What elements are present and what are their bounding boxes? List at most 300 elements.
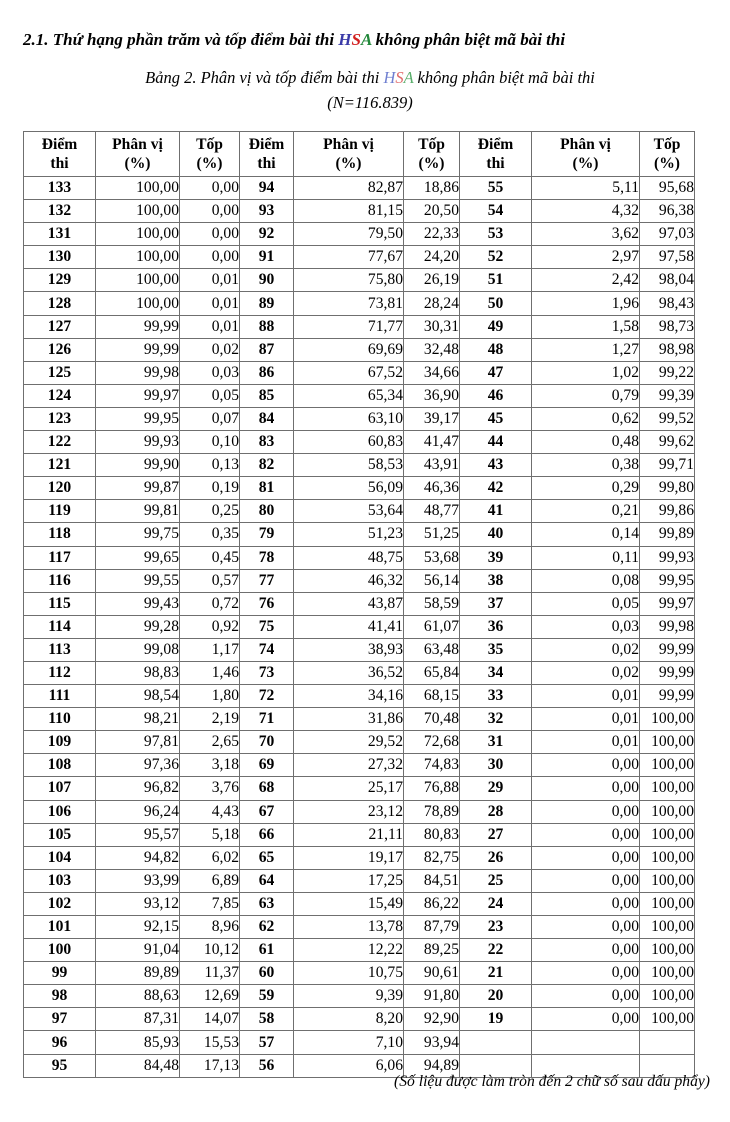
cell-percentile: 0,11 bbox=[532, 546, 640, 569]
header-score: Điểm thi bbox=[460, 132, 532, 177]
cell-percentile: 0,01 bbox=[532, 708, 640, 731]
cell-percentile: 4,32 bbox=[532, 200, 640, 223]
table-row bbox=[24, 546, 695, 569]
cell-percentile: 75,80 bbox=[294, 269, 404, 292]
cell-percentile: 100,00 bbox=[96, 246, 180, 269]
cell-score: 36 bbox=[460, 615, 532, 638]
cell-score: 93 bbox=[240, 200, 294, 223]
cell-percentile: 97,36 bbox=[96, 754, 180, 777]
table-row bbox=[24, 916, 695, 939]
cell-percentile: 99,08 bbox=[96, 638, 180, 661]
cell-top: 2,19 bbox=[180, 708, 240, 731]
cell-score: 90 bbox=[240, 269, 294, 292]
cell-percentile: 31,86 bbox=[294, 708, 404, 731]
cell-top: 4,43 bbox=[180, 800, 240, 823]
header-percentile: Phân vị (%) bbox=[294, 132, 404, 177]
table-row bbox=[24, 754, 695, 777]
cell-top: 100,00 bbox=[640, 823, 695, 846]
cell-top: 0,01 bbox=[180, 269, 240, 292]
cell-top: 99,99 bbox=[640, 638, 695, 661]
cell-percentile: 65,34 bbox=[294, 384, 404, 407]
cell-top: 87,79 bbox=[404, 916, 460, 939]
cell-top: 1,17 bbox=[180, 638, 240, 661]
cell-percentile: 88,63 bbox=[96, 985, 180, 1008]
cell-score: 53 bbox=[460, 223, 532, 246]
cell-percentile: 0,00 bbox=[532, 800, 640, 823]
cell-top: 100,00 bbox=[640, 754, 695, 777]
table-row bbox=[24, 777, 695, 800]
cell-top: 36,90 bbox=[404, 384, 460, 407]
cell-top: 3,18 bbox=[180, 754, 240, 777]
cell-score: 73 bbox=[240, 661, 294, 684]
table-caption: Bảng 2. Phân vị và tốp điểm bài thi HSA không phân biệt mã bài thi bbox=[145, 68, 595, 87]
cell-percentile: 97,81 bbox=[96, 731, 180, 754]
cell-top: 30,31 bbox=[404, 315, 460, 338]
cell-percentile: 0,29 bbox=[532, 477, 640, 500]
cell-score: 119 bbox=[24, 500, 96, 523]
header-top: Tốp (%) bbox=[640, 132, 695, 177]
cell-top: 99,98 bbox=[640, 615, 695, 638]
cell-percentile: 36,52 bbox=[294, 661, 404, 684]
cell-score: 88 bbox=[240, 315, 294, 338]
cell-percentile: 19,17 bbox=[294, 846, 404, 869]
cell-percentile: 10,75 bbox=[294, 962, 404, 985]
cell-percentile: 96,82 bbox=[96, 777, 180, 800]
empty-cell bbox=[460, 1031, 532, 1054]
cell-top: 0,72 bbox=[180, 592, 240, 615]
cell-percentile: 0,02 bbox=[532, 661, 640, 684]
cell-percentile: 99,90 bbox=[96, 454, 180, 477]
cell-score: 40 bbox=[460, 523, 532, 546]
cell-score: 60 bbox=[240, 962, 294, 985]
percentile-table bbox=[23, 131, 695, 1078]
cell-score: 116 bbox=[24, 569, 96, 592]
cell-score: 27 bbox=[460, 823, 532, 846]
cell-top: 99,99 bbox=[640, 685, 695, 708]
cell-top: 3,76 bbox=[180, 777, 240, 800]
cell-percentile: 1,27 bbox=[532, 338, 640, 361]
cell-percentile: 85,93 bbox=[96, 1031, 180, 1054]
table-row bbox=[24, 569, 695, 592]
cell-percentile: 71,77 bbox=[294, 315, 404, 338]
cell-score: 108 bbox=[24, 754, 96, 777]
cell-top: 99,95 bbox=[640, 569, 695, 592]
cell-score: 79 bbox=[240, 523, 294, 546]
table-row bbox=[24, 223, 695, 246]
sample-size: (N=116.839) bbox=[327, 93, 413, 112]
cell-score: 52 bbox=[460, 246, 532, 269]
cell-percentile: 3,62 bbox=[532, 223, 640, 246]
cell-top: 99,80 bbox=[640, 477, 695, 500]
cell-score: 69 bbox=[240, 754, 294, 777]
cell-percentile: 27,32 bbox=[294, 754, 404, 777]
cell-top: 0,92 bbox=[180, 615, 240, 638]
cell-score: 30 bbox=[460, 754, 532, 777]
cell-score: 122 bbox=[24, 431, 96, 454]
cell-score: 23 bbox=[460, 916, 532, 939]
cell-top: 99,89 bbox=[640, 523, 695, 546]
cell-percentile: 0,01 bbox=[532, 731, 640, 754]
cell-top: 0,00 bbox=[180, 223, 240, 246]
table-row bbox=[24, 1031, 695, 1054]
table-row bbox=[24, 685, 695, 708]
cell-percentile: 91,04 bbox=[96, 939, 180, 962]
cell-top: 6,89 bbox=[180, 869, 240, 892]
cell-score: 126 bbox=[24, 338, 96, 361]
cell-percentile: 99,99 bbox=[96, 338, 180, 361]
cell-percentile: 0,03 bbox=[532, 615, 640, 638]
table-row bbox=[24, 869, 695, 892]
cell-top: 58,59 bbox=[404, 592, 460, 615]
cell-percentile: 0,79 bbox=[532, 384, 640, 407]
cell-percentile: 67,52 bbox=[294, 361, 404, 384]
cell-percentile: 0,00 bbox=[532, 869, 640, 892]
cell-top: 0,00 bbox=[180, 177, 240, 200]
cell-percentile: 1,96 bbox=[532, 292, 640, 315]
cell-percentile: 23,12 bbox=[294, 800, 404, 823]
cell-score: 66 bbox=[240, 823, 294, 846]
header-score: Điểm thi bbox=[240, 132, 294, 177]
cell-percentile: 99,95 bbox=[96, 407, 180, 430]
cell-score: 22 bbox=[460, 939, 532, 962]
cell-score: 121 bbox=[24, 454, 96, 477]
cell-score: 96 bbox=[24, 1031, 96, 1054]
table-row bbox=[24, 615, 695, 638]
cell-score: 35 bbox=[460, 638, 532, 661]
cell-top: 97,03 bbox=[640, 223, 695, 246]
cell-percentile: 99,55 bbox=[96, 569, 180, 592]
cell-top: 1,46 bbox=[180, 661, 240, 684]
cell-percentile: 99,28 bbox=[96, 615, 180, 638]
cell-score: 50 bbox=[460, 292, 532, 315]
cell-top: 84,51 bbox=[404, 869, 460, 892]
cell-top: 92,90 bbox=[404, 1008, 460, 1031]
cell-score: 129 bbox=[24, 269, 96, 292]
cell-top: 100,00 bbox=[640, 916, 695, 939]
header-top: Tốp (%) bbox=[180, 132, 240, 177]
cell-score: 47 bbox=[460, 361, 532, 384]
table-row bbox=[24, 407, 695, 430]
cell-percentile: 2,97 bbox=[532, 246, 640, 269]
cell-top: 10,12 bbox=[180, 939, 240, 962]
cell-percentile: 96,24 bbox=[96, 800, 180, 823]
cell-score: 92 bbox=[240, 223, 294, 246]
cell-score: 84 bbox=[240, 407, 294, 430]
cell-score: 21 bbox=[460, 962, 532, 985]
cell-score: 34 bbox=[460, 661, 532, 684]
cell-top: 74,83 bbox=[404, 754, 460, 777]
cell-percentile: 41,41 bbox=[294, 615, 404, 638]
cell-top: 0,35 bbox=[180, 523, 240, 546]
cell-percentile: 0,00 bbox=[532, 754, 640, 777]
cell-score: 80 bbox=[240, 500, 294, 523]
cell-top: 22,33 bbox=[404, 223, 460, 246]
cell-percentile: 99,93 bbox=[96, 431, 180, 454]
cell-percentile: 1,58 bbox=[532, 315, 640, 338]
cell-percentile: 29,52 bbox=[294, 731, 404, 754]
cell-top: 95,68 bbox=[640, 177, 695, 200]
table-row bbox=[24, 846, 695, 869]
cell-score: 39 bbox=[460, 546, 532, 569]
cell-top: 41,47 bbox=[404, 431, 460, 454]
cell-top: 24,20 bbox=[404, 246, 460, 269]
cell-percentile: 0,14 bbox=[532, 523, 640, 546]
cell-percentile: 0,00 bbox=[532, 777, 640, 800]
cell-percentile: 99,75 bbox=[96, 523, 180, 546]
cell-score: 107 bbox=[24, 777, 96, 800]
cell-score: 133 bbox=[24, 177, 96, 200]
cell-top: 99,99 bbox=[640, 661, 695, 684]
rounding-note: (Số liệu được làm tròn đến 2 chữ số sau dấu phẩy) bbox=[394, 1073, 710, 1090]
cell-percentile: 7,10 bbox=[294, 1031, 404, 1054]
table-row bbox=[24, 384, 695, 407]
cell-percentile: 38,93 bbox=[294, 638, 404, 661]
cell-top: 78,89 bbox=[404, 800, 460, 823]
table-row bbox=[24, 431, 695, 454]
cell-percentile: 100,00 bbox=[96, 200, 180, 223]
cell-percentile: 51,23 bbox=[294, 523, 404, 546]
cell-top: 99,86 bbox=[640, 500, 695, 523]
cell-score: 120 bbox=[24, 477, 96, 500]
table-row bbox=[24, 477, 695, 500]
cell-score: 57 bbox=[240, 1031, 294, 1054]
section-heading: 2.1. Thứ hạng phần trăm và tốp điểm bài thi HSA không phân biệt mã bài thi bbox=[23, 30, 566, 49]
cell-percentile: 0,00 bbox=[532, 916, 640, 939]
cell-score: 32 bbox=[460, 708, 532, 731]
cell-percentile: 98,21 bbox=[96, 708, 180, 731]
cell-score: 101 bbox=[24, 916, 96, 939]
cell-score: 130 bbox=[24, 246, 96, 269]
table-row bbox=[24, 361, 695, 384]
cell-score: 31 bbox=[460, 731, 532, 754]
cell-percentile: 5,11 bbox=[532, 177, 640, 200]
cell-score: 110 bbox=[24, 708, 96, 731]
cell-top: 0,13 bbox=[180, 454, 240, 477]
cell-top: 14,07 bbox=[180, 1008, 240, 1031]
cell-score: 127 bbox=[24, 315, 96, 338]
cell-score: 70 bbox=[240, 731, 294, 754]
cell-percentile: 15,49 bbox=[294, 892, 404, 915]
cell-top: 90,61 bbox=[404, 962, 460, 985]
cell-score: 51 bbox=[460, 269, 532, 292]
cell-score: 85 bbox=[240, 384, 294, 407]
cell-top: 82,75 bbox=[404, 846, 460, 869]
cell-percentile: 0,00 bbox=[532, 962, 640, 985]
cell-top: 0,07 bbox=[180, 407, 240, 430]
table-row bbox=[24, 823, 695, 846]
table-row bbox=[24, 800, 695, 823]
cell-percentile: 56,09 bbox=[294, 477, 404, 500]
cell-top: 51,25 bbox=[404, 523, 460, 546]
cell-top: 0,03 bbox=[180, 361, 240, 384]
cell-score: 78 bbox=[240, 546, 294, 569]
cell-percentile: 0,00 bbox=[532, 939, 640, 962]
cell-top: 53,68 bbox=[404, 546, 460, 569]
cell-percentile: 48,75 bbox=[294, 546, 404, 569]
cell-score: 24 bbox=[460, 892, 532, 915]
cell-percentile: 99,65 bbox=[96, 546, 180, 569]
cell-score: 132 bbox=[24, 200, 96, 223]
cell-top: 18,86 bbox=[404, 177, 460, 200]
cell-percentile: 0,01 bbox=[532, 685, 640, 708]
cell-percentile: 84,48 bbox=[96, 1054, 180, 1077]
cell-top: 80,83 bbox=[404, 823, 460, 846]
cell-top: 91,80 bbox=[404, 985, 460, 1008]
cell-score: 128 bbox=[24, 292, 96, 315]
cell-percentile: 12,22 bbox=[294, 939, 404, 962]
cell-top: 0,01 bbox=[180, 292, 240, 315]
cell-score: 29 bbox=[460, 777, 532, 800]
table-row bbox=[24, 731, 695, 754]
cell-top: 20,50 bbox=[404, 200, 460, 223]
cell-score: 62 bbox=[240, 916, 294, 939]
table-row bbox=[24, 246, 695, 269]
cell-top: 17,13 bbox=[180, 1054, 240, 1077]
cell-score: 42 bbox=[460, 477, 532, 500]
cell-percentile: 6,06 bbox=[294, 1054, 404, 1077]
cell-top: 98,43 bbox=[640, 292, 695, 315]
cell-score: 33 bbox=[460, 685, 532, 708]
table-row bbox=[24, 292, 695, 315]
table-row bbox=[24, 338, 695, 361]
cell-score: 81 bbox=[240, 477, 294, 500]
cell-score: 113 bbox=[24, 638, 96, 661]
cell-top: 96,38 bbox=[640, 200, 695, 223]
cell-percentile: 93,12 bbox=[96, 892, 180, 915]
cell-percentile: 99,99 bbox=[96, 315, 180, 338]
cell-top: 100,00 bbox=[640, 939, 695, 962]
cell-top: 26,19 bbox=[404, 269, 460, 292]
cell-score: 65 bbox=[240, 846, 294, 869]
table-row bbox=[24, 269, 695, 292]
cell-score: 118 bbox=[24, 523, 96, 546]
cell-score: 87 bbox=[240, 338, 294, 361]
cell-score: 25 bbox=[460, 869, 532, 892]
cell-score: 28 bbox=[460, 800, 532, 823]
cell-top: 99,71 bbox=[640, 454, 695, 477]
cell-percentile: 69,69 bbox=[294, 338, 404, 361]
table-row bbox=[24, 177, 695, 200]
cell-score: 124 bbox=[24, 384, 96, 407]
cell-percentile: 92,15 bbox=[96, 916, 180, 939]
cell-score: 114 bbox=[24, 615, 96, 638]
cell-percentile: 25,17 bbox=[294, 777, 404, 800]
cell-score: 45 bbox=[460, 407, 532, 430]
cell-score: 49 bbox=[460, 315, 532, 338]
cell-top: 100,00 bbox=[640, 985, 695, 1008]
header-percentile: Phân vị (%) bbox=[532, 132, 640, 177]
cell-top: 46,36 bbox=[404, 477, 460, 500]
cell-top: 11,37 bbox=[180, 962, 240, 985]
cell-score: 95 bbox=[24, 1054, 96, 1077]
cell-percentile: 58,53 bbox=[294, 454, 404, 477]
cell-percentile: 0,62 bbox=[532, 407, 640, 430]
cell-score: 115 bbox=[24, 592, 96, 615]
cell-score: 43 bbox=[460, 454, 532, 477]
cell-top: 0,01 bbox=[180, 315, 240, 338]
cell-top: 61,07 bbox=[404, 615, 460, 638]
cell-top: 100,00 bbox=[640, 731, 695, 754]
cell-percentile: 79,50 bbox=[294, 223, 404, 246]
table-row bbox=[24, 892, 695, 915]
cell-score: 105 bbox=[24, 823, 96, 846]
cell-top: 28,24 bbox=[404, 292, 460, 315]
table-row bbox=[24, 592, 695, 615]
cell-score: 71 bbox=[240, 708, 294, 731]
cell-score: 72 bbox=[240, 685, 294, 708]
table-row bbox=[24, 315, 695, 338]
cell-percentile: 1,02 bbox=[532, 361, 640, 384]
cell-score: 38 bbox=[460, 569, 532, 592]
cell-score: 61 bbox=[240, 939, 294, 962]
cell-percentile: 34,16 bbox=[294, 685, 404, 708]
cell-score: 100 bbox=[24, 939, 96, 962]
cell-percentile: 0,08 bbox=[532, 569, 640, 592]
cell-top: 0,00 bbox=[180, 246, 240, 269]
cell-top: 100,00 bbox=[640, 846, 695, 869]
cell-score: 26 bbox=[460, 846, 532, 869]
cell-top: 70,48 bbox=[404, 708, 460, 731]
cell-score: 99 bbox=[24, 962, 96, 985]
cell-top: 99,62 bbox=[640, 431, 695, 454]
cell-score: 109 bbox=[24, 731, 96, 754]
cell-score: 125 bbox=[24, 361, 96, 384]
cell-top: 0,10 bbox=[180, 431, 240, 454]
cell-top: 65,84 bbox=[404, 661, 460, 684]
cell-score: 91 bbox=[240, 246, 294, 269]
cell-top: 68,15 bbox=[404, 685, 460, 708]
cell-score: 89 bbox=[240, 292, 294, 315]
cell-score: 82 bbox=[240, 454, 294, 477]
header-percentile: Phân vị (%) bbox=[96, 132, 180, 177]
cell-score: 48 bbox=[460, 338, 532, 361]
table-row bbox=[24, 454, 695, 477]
cell-score: 77 bbox=[240, 569, 294, 592]
cell-top: 98,04 bbox=[640, 269, 695, 292]
cell-top: 0,57 bbox=[180, 569, 240, 592]
header-row bbox=[24, 132, 695, 177]
cell-top: 0,02 bbox=[180, 338, 240, 361]
cell-top: 43,91 bbox=[404, 454, 460, 477]
cell-percentile: 0,00 bbox=[532, 1008, 640, 1031]
cell-top: 0,00 bbox=[180, 200, 240, 223]
cell-score: 58 bbox=[240, 1008, 294, 1031]
cell-top: 98,98 bbox=[640, 338, 695, 361]
cell-top: 6,02 bbox=[180, 846, 240, 869]
cell-percentile: 60,83 bbox=[294, 431, 404, 454]
cell-top: 2,65 bbox=[180, 731, 240, 754]
cell-percentile: 13,78 bbox=[294, 916, 404, 939]
cell-percentile: 99,98 bbox=[96, 361, 180, 384]
cell-top: 98,73 bbox=[640, 315, 695, 338]
cell-percentile: 99,43 bbox=[96, 592, 180, 615]
cell-top: 72,68 bbox=[404, 731, 460, 754]
cell-score: 94 bbox=[240, 177, 294, 200]
cell-top: 89,25 bbox=[404, 939, 460, 962]
cell-top: 7,85 bbox=[180, 892, 240, 915]
cell-score: 67 bbox=[240, 800, 294, 823]
table-row bbox=[24, 661, 695, 684]
cell-percentile: 8,20 bbox=[294, 1008, 404, 1031]
cell-score: 104 bbox=[24, 846, 96, 869]
cell-score: 55 bbox=[460, 177, 532, 200]
cell-top: 93,94 bbox=[404, 1031, 460, 1054]
cell-score: 86 bbox=[240, 361, 294, 384]
cell-top: 86,22 bbox=[404, 892, 460, 915]
empty-cell bbox=[640, 1031, 695, 1054]
cell-score: 54 bbox=[460, 200, 532, 223]
cell-top: 48,77 bbox=[404, 500, 460, 523]
